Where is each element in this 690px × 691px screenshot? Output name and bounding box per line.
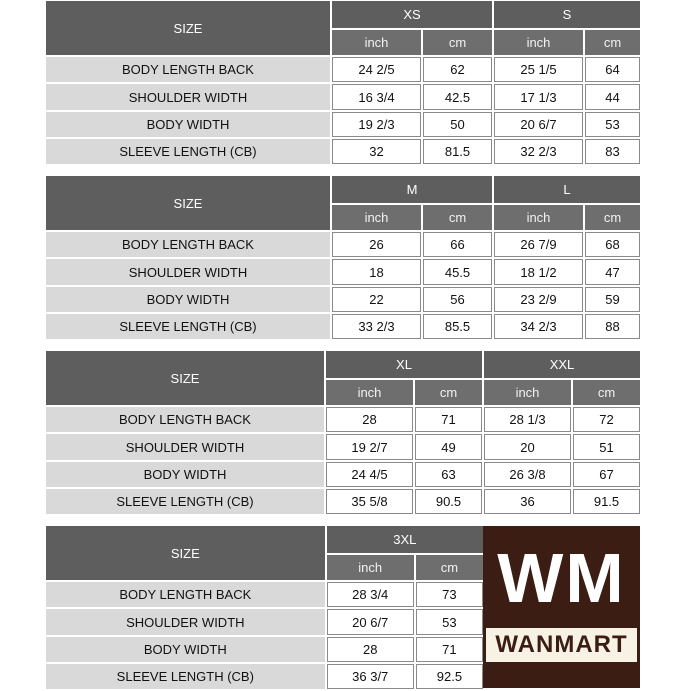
logo-name: WANMART <box>495 631 628 658</box>
cell-value: 81.5 <box>423 139 492 164</box>
cell-value: 71 <box>416 637 483 662</box>
cell-value: 47 <box>585 259 640 284</box>
cell-value: 28 <box>326 407 413 432</box>
table-row <box>46 232 640 257</box>
size-table-xl-xxl <box>44 349 642 516</box>
cell-value: 50 <box>423 112 492 137</box>
unit-inch: inch <box>484 380 571 405</box>
cell-value: 20 6/7 <box>327 609 414 634</box>
size-name-s: S <box>494 1 640 28</box>
size-table-m-l <box>44 174 642 341</box>
table-row <box>46 259 640 284</box>
cell-value: 53 <box>585 112 640 137</box>
size-name-xxl: XXL <box>484 351 640 378</box>
cell-value: 35 5/8 <box>326 489 413 514</box>
cell-value: 32 <box>332 139 421 164</box>
cell-value: 83 <box>585 139 640 164</box>
cell-value: 67 <box>573 462 640 487</box>
cell-value: 32 2/3 <box>494 139 583 164</box>
row-label: BODY LENGTH BACK <box>46 582 325 607</box>
cell-value: 49 <box>415 434 482 459</box>
cell-value: 51 <box>573 434 640 459</box>
cell-value: 26 7/9 <box>494 232 583 257</box>
cell-value: 20 6/7 <box>494 112 583 137</box>
table-row <box>46 139 640 164</box>
table-row <box>46 287 640 312</box>
size-header: SIZE <box>46 1 330 55</box>
table-row <box>46 489 640 514</box>
table-row <box>46 582 483 607</box>
cell-value: 18 1/2 <box>494 259 583 284</box>
row-label: SLEEVE LENGTH (CB) <box>46 489 324 514</box>
table-row <box>46 664 483 689</box>
cell-value: 90.5 <box>415 489 482 514</box>
table-row <box>46 462 640 487</box>
cell-value: 22 <box>332 287 421 312</box>
cell-value: 36 3/7 <box>327 664 414 689</box>
cell-value: 68 <box>585 232 640 257</box>
cell-value: 53 <box>416 609 483 634</box>
cell-value: 42.5 <box>423 84 492 109</box>
size-name-3xl: 3XL <box>327 526 483 553</box>
table-row <box>46 637 483 662</box>
cell-value: 24 4/5 <box>326 462 413 487</box>
cell-value: 45.5 <box>423 259 492 284</box>
table-row <box>46 434 640 459</box>
unit-inch: inch <box>494 205 583 230</box>
unit-inch: inch <box>327 555 414 580</box>
row-label: BODY LENGTH BACK <box>46 232 330 257</box>
row-label: BODY WIDTH <box>46 287 330 312</box>
cell-value: 19 2/7 <box>326 434 413 459</box>
cell-value: 16 3/4 <box>332 84 421 109</box>
cell-value: 20 <box>484 434 571 459</box>
cell-value: 62 <box>423 57 492 82</box>
cell-value: 91.5 <box>573 489 640 514</box>
unit-cm: cm <box>585 30 640 55</box>
cell-value: 26 3/8 <box>484 462 571 487</box>
cell-value: 88 <box>585 314 640 339</box>
row-label: BODY LENGTH BACK <box>46 407 324 432</box>
unit-cm: cm <box>415 380 482 405</box>
row-label: SHOULDER WIDTH <box>46 259 330 284</box>
row-label: SLEEVE LENGTH (CB) <box>46 664 325 689</box>
cell-value: 73 <box>416 582 483 607</box>
row-label: SHOULDER WIDTH <box>46 609 325 634</box>
cell-value: 28 <box>327 637 414 662</box>
cell-value: 33 2/3 <box>332 314 421 339</box>
cell-value: 56 <box>423 287 492 312</box>
cell-value: 44 <box>585 84 640 109</box>
size-table-xs-s <box>44 0 642 166</box>
size-header: SIZE <box>46 176 330 230</box>
unit-cm: cm <box>585 205 640 230</box>
unit-cm: cm <box>423 205 492 230</box>
row-label: BODY WIDTH <box>46 637 325 662</box>
row-label: SHOULDER WIDTH <box>46 434 324 459</box>
cell-value: 66 <box>423 232 492 257</box>
unit-cm: cm <box>416 555 483 580</box>
row-label: BODY WIDTH <box>46 112 330 137</box>
cell-value: 24 2/5 <box>332 57 421 82</box>
unit-cm: cm <box>573 380 640 405</box>
row-label: BODY WIDTH <box>46 462 324 487</box>
cell-value: 28 3/4 <box>327 582 414 607</box>
table-row <box>46 407 640 432</box>
row-label: SLEEVE LENGTH (CB) <box>46 139 330 164</box>
size-table-3xl <box>44 524 485 691</box>
cell-value: 23 2/9 <box>494 287 583 312</box>
size-header: SIZE <box>46 351 324 405</box>
size-name-m: M <box>332 176 492 203</box>
unit-cm: cm <box>423 30 492 55</box>
cell-value: 26 <box>332 232 421 257</box>
cell-value: 59 <box>585 287 640 312</box>
cell-value: 34 2/3 <box>494 314 583 339</box>
size-name-xs: XS <box>332 1 492 28</box>
cell-value: 36 <box>484 489 571 514</box>
logo-mark: WM <box>497 539 626 617</box>
size-header: SIZE <box>46 526 325 580</box>
cell-value: 71 <box>415 407 482 432</box>
cell-value: 72 <box>573 407 640 432</box>
unit-inch: inch <box>326 380 413 405</box>
cell-value: 25 1/5 <box>494 57 583 82</box>
cell-value: 18 <box>332 259 421 284</box>
cell-value: 64 <box>585 57 640 82</box>
unit-inch: inch <box>494 30 583 55</box>
unit-inch: inch <box>332 205 421 230</box>
cell-value: 17 1/3 <box>494 84 583 109</box>
cell-value: 85.5 <box>423 314 492 339</box>
cell-value: 92.5 <box>416 664 483 689</box>
row-label: SLEEVE LENGTH (CB) <box>46 314 330 339</box>
row-label: BODY LENGTH BACK <box>46 57 330 82</box>
table-row <box>46 112 640 137</box>
cell-value: 28 1/3 <box>484 407 571 432</box>
unit-inch: inch <box>332 30 421 55</box>
cell-value: 63 <box>415 462 482 487</box>
size-name-l: L <box>494 176 640 203</box>
row-label: SHOULDER WIDTH <box>46 84 330 109</box>
table-row <box>46 57 640 82</box>
table-row <box>46 314 640 339</box>
table-row <box>46 84 640 109</box>
size-name-xl: XL <box>326 351 482 378</box>
cell-value: 19 2/3 <box>332 112 421 137</box>
table-row <box>46 609 483 634</box>
wanmart-logo <box>483 526 640 688</box>
